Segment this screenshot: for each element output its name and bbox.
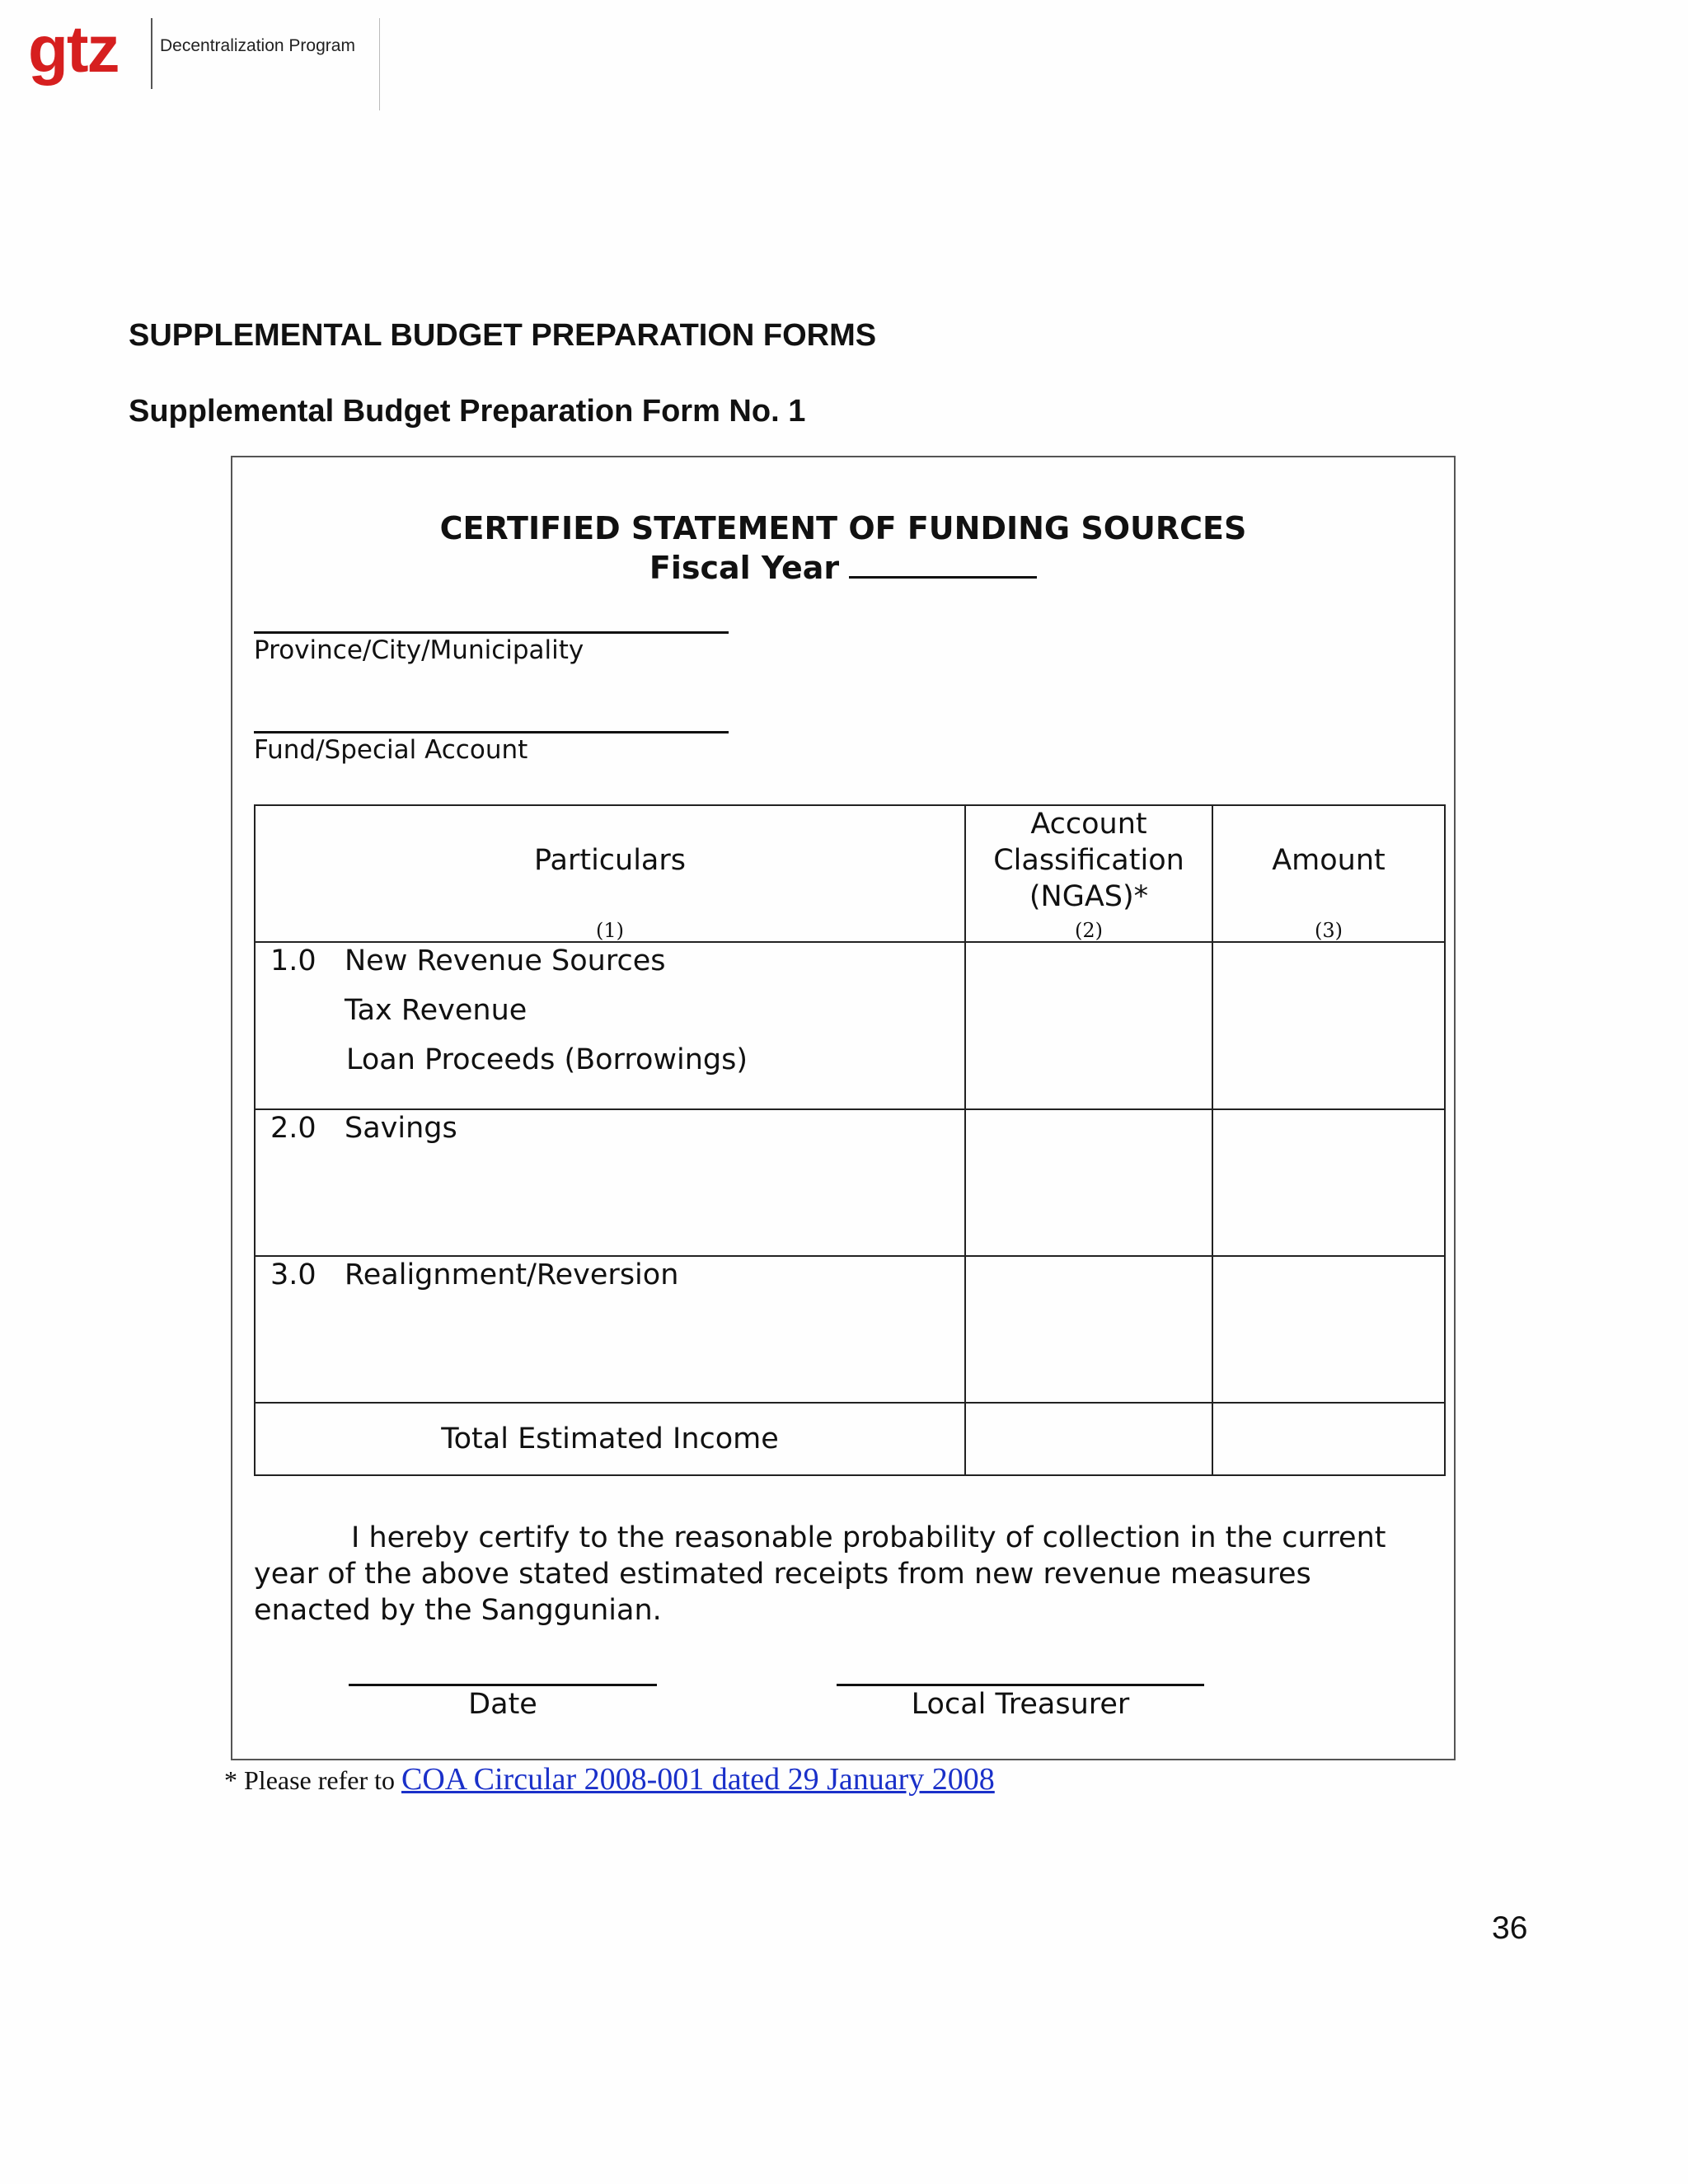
page-number: 36 [1492,1910,1528,1946]
amount-cell[interactable] [1212,1256,1445,1403]
fund-blank [254,731,729,733]
footnote [224,1761,995,1797]
logo-divider [151,18,152,89]
fiscal-year-blank [849,576,1037,579]
program-name: Decentralization Program [160,36,355,55]
form-heading: Supplemental Budget Preparation Form No. 1 [129,394,806,429]
account-cell[interactable] [965,942,1212,1109]
amount-header [1212,805,1445,942]
header-rule [379,18,380,110]
account-header-line2: Classification [993,844,1184,877]
row-label: Realignment/Reversion [345,1258,679,1291]
total-account-cell[interactable] [965,1403,1212,1475]
col2-number: (2) [1075,919,1103,942]
table-header-row [255,805,1445,942]
row-number: 3.0 [270,1258,316,1291]
date-label: Date [468,1688,537,1721]
row-label: New Revenue Sources [345,944,666,977]
col3-number: (3) [1315,919,1343,942]
treasurer-label: Local Treasurer [911,1688,1130,1721]
gtz-logo [28,12,381,110]
table-row [255,1109,1445,1256]
amount-cell[interactable] [1212,1109,1445,1256]
total-amount-cell[interactable] [1212,1403,1445,1475]
treasurer-signature-line [837,1684,1204,1686]
row-sublabel: Loan Proceeds (Borrowings) [346,1043,748,1076]
total-label: Total Estimated Income [255,1403,965,1475]
province-label: Province/City/Municipality [254,635,584,665]
col1-number: (1) [596,919,624,942]
fund-label: Fund/Special Account [254,735,528,765]
particulars-header-label: Particulars [533,844,687,877]
row-number: 2.0 [270,1112,316,1145]
form-title: CERTIFIED STATEMENT OF FUNDING SOURCES [439,510,1247,546]
account-cell[interactable] [965,1256,1212,1403]
total-row [255,1403,1445,1475]
coa-circular-link[interactable]: COA Circular 2008-001 dated 29 January 2008 [401,1762,995,1797]
account-classification-header [965,805,1212,942]
account-header-line1: Account [1030,808,1147,841]
amount-header-label: Amount [1272,844,1386,877]
particulars-cell [255,942,965,1109]
section-heading: SUPPLEMENTAL BUDGET PREPARATION FORMS [129,318,877,353]
particulars-header [255,805,965,942]
row-label: Savings [345,1112,457,1145]
footnote-prefix: * Please refer to [224,1765,402,1795]
table-row [255,942,1445,1109]
logo-wordmark: gtz [28,12,119,86]
account-classification-header-label [966,806,1212,915]
row-sublabel: Tax Revenue [345,994,528,1027]
row-number: 1.0 [270,944,316,977]
fiscal-year [232,550,1454,586]
fiscal-year-label: Fiscal Year [649,550,840,586]
particulars-cell [255,1109,965,1256]
funding-sources-table [254,804,1446,1476]
table-row [255,1256,1445,1403]
amount-cell[interactable] [1212,942,1445,1109]
province-blank [254,631,729,634]
certification-text: I hereby certify to the reasonable probability of collection in the current year of the above stated estimated receipts from new revenue measures enacted by the Sanggunian. [254,1521,1386,1627]
date-signature-line [349,1684,657,1686]
account-header-line3: (NGAS)* [1029,880,1149,913]
certified-statement-form [231,456,1456,1760]
particulars-cell [255,1256,965,1403]
account-cell[interactable] [965,1109,1212,1256]
